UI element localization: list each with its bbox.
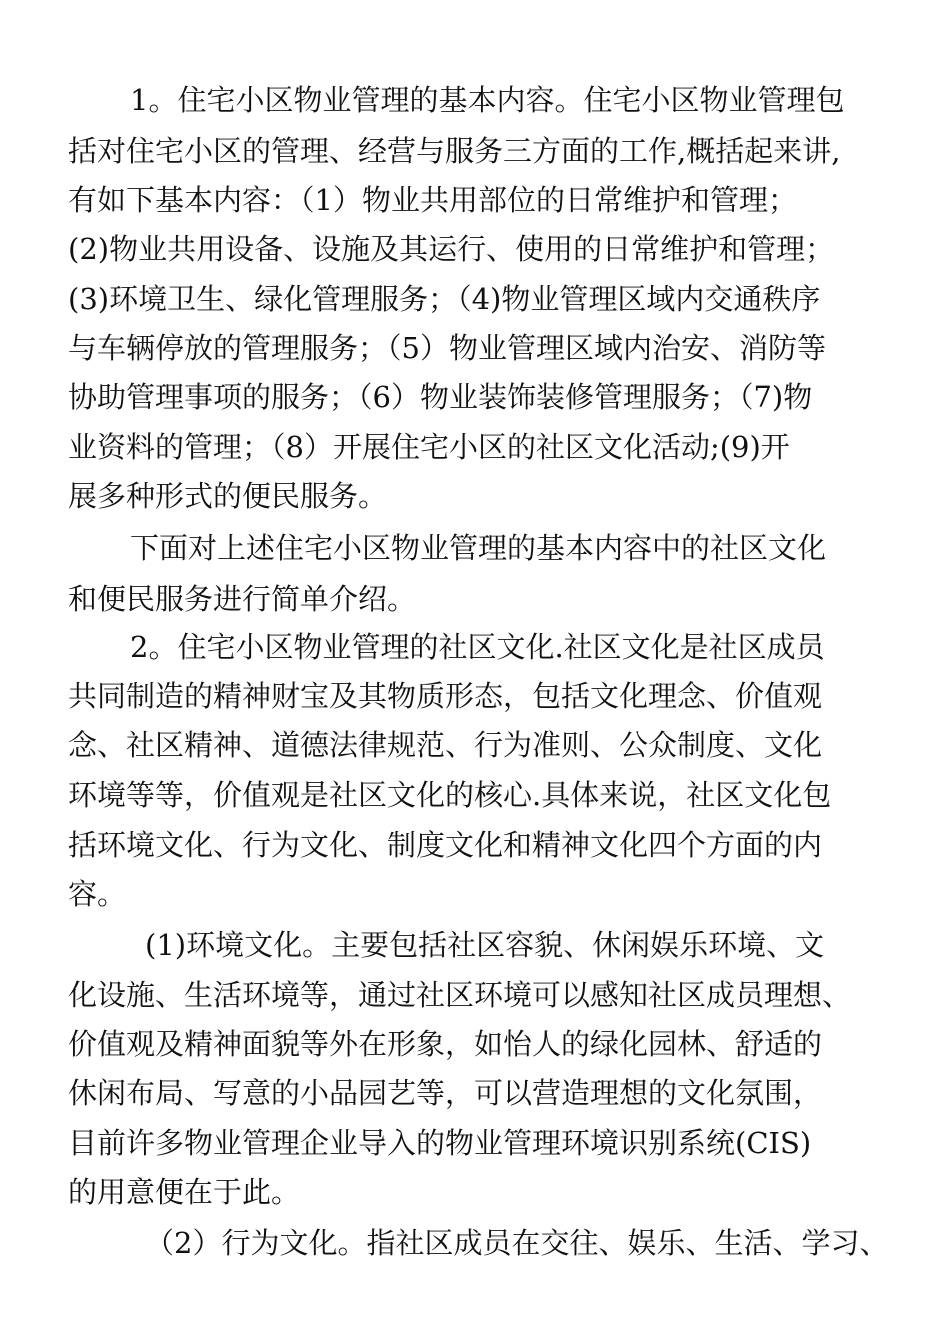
paragraph-4-line-4: 休闲布局、写意的小品园艺等，可以营造理想的文化氛围，: [68, 1076, 823, 1110]
paragraph-4-line-5: 目前许多物业管理企业导入的物业管理环境识别系统(CIS): [68, 1126, 812, 1160]
paragraph-1-line-8: 业资料的管理；（8）开展住宅小区的社区文化活动;(9)开: [68, 430, 790, 464]
paragraph-3-line-1: 2。住宅小区物业管理的社区文化.社区文化是社区成员: [130, 630, 825, 664]
paragraph-2-line-1: 下面对上述住宅小区物业管理的基本内容中的社区文化: [130, 531, 827, 565]
paragraph-1-line-5: (3)环境卫生、绿化管理服务；（4)物业管理区域内交通秩序: [68, 282, 821, 316]
paragraph-3-line-6: 容。: [68, 877, 127, 911]
paragraph-1-line-4: (2)物业共用设备、设施及其运行、使用的日常维护和管理；: [68, 232, 835, 266]
paragraph-3-line-5: 括环境文化、行为文化、制度文化和精神文化四个方面的内: [68, 828, 823, 862]
paragraph-3-line-4: 环境等等，价值观是社区文化的核心.具体来说，社区文化包: [68, 778, 832, 812]
paragraph-4-line-1: (1)环境文化。主要包括社区容貌、休闲娱乐环境、文: [145, 928, 825, 962]
paragraph-3-line-3: 念、社区精神、道德法律规范、行为准则、公众制度、文化: [68, 728, 823, 762]
paragraph-1-line-3: 有如下基本内容：（1）物业共用部位的日常维护和管理；: [68, 183, 797, 217]
paragraph-1-line-7: 协助管理事项的服务；（6）物业装饰装修管理服务；（7)物: [68, 380, 813, 414]
paragraph-1-line-6: 与车辆停放的管理服务；（5）物业管理区域内治安、消防等: [68, 331, 826, 365]
paragraph-2-line-2: 和便民服务进行简单介绍。: [68, 582, 417, 616]
paragraph-4-line-2: 化设施、生活环境等，通过社区环境可以感知社区成员理想、: [68, 978, 852, 1012]
paragraph-4-line-6: 的用意便在于此。: [68, 1175, 301, 1209]
paragraph-3-line-2: 共同制造的精神财宝及其物质形态，包括文化理念、价值观: [68, 679, 823, 713]
paragraph-1-line-2: 括对住宅小区的管理、经营与服务三方面的工作,概括起来讲,: [68, 134, 841, 168]
paragraph-5-line-1: （2）行为文化。指社区成员在交往、娱乐、生活、学习、: [145, 1226, 889, 1260]
paragraph-4-line-3: 价值观及精神面貌等外在形象，如怡人的绿化园林、舒适的: [68, 1027, 823, 1061]
paragraph-1-line-1: 1。住宅小区物业管理的基本内容。住宅小区物业管理包: [130, 83, 845, 117]
paragraph-1-line-9: 展多种形式的便民服务。: [68, 479, 388, 513]
